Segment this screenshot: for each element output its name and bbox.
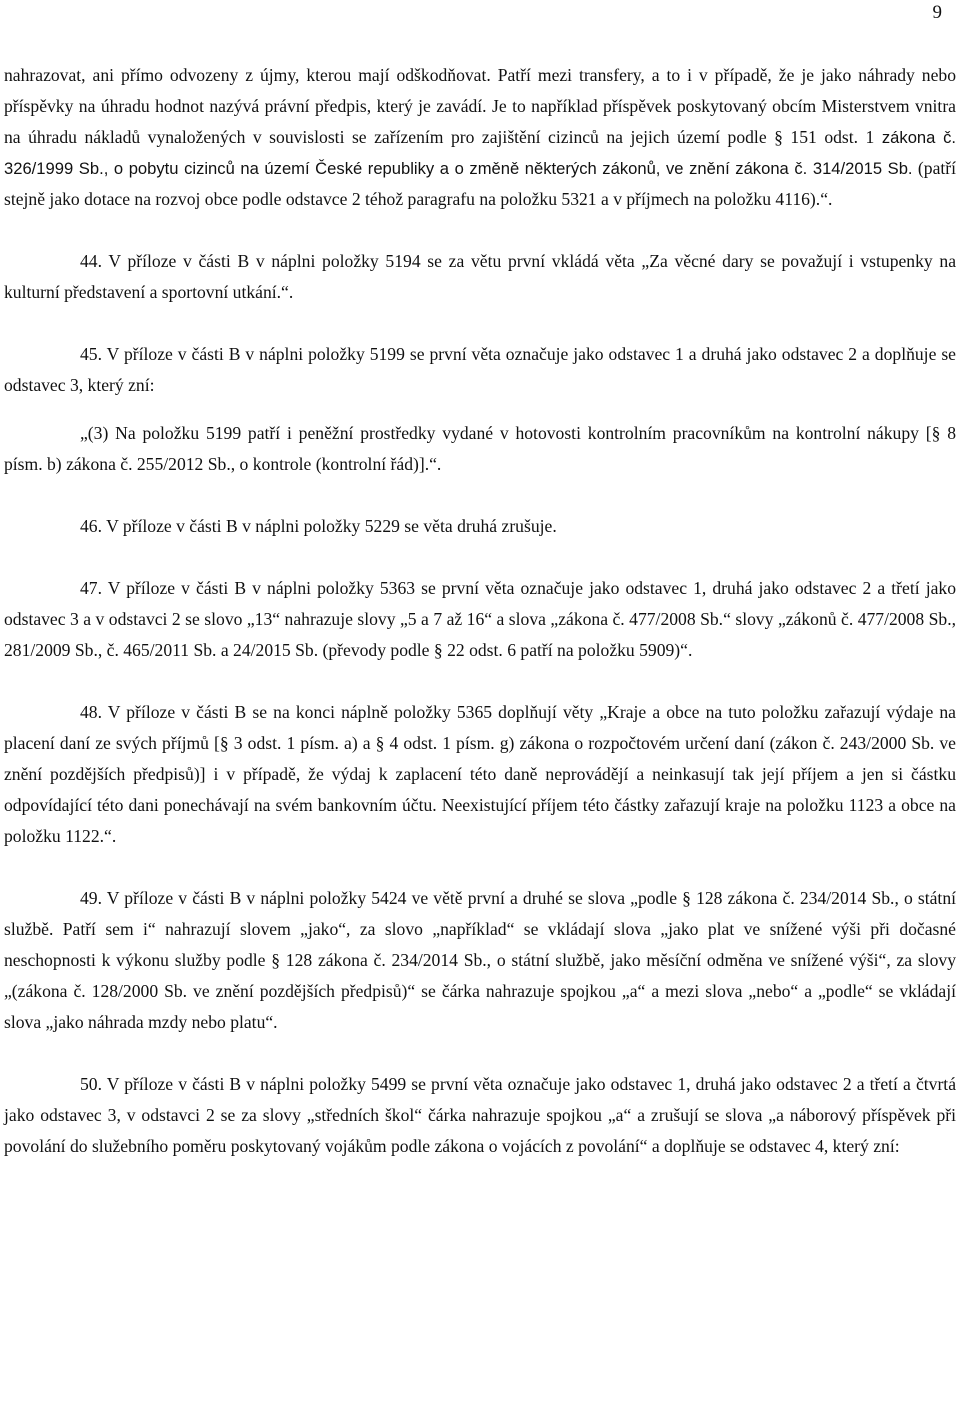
- text-segment: 50. V příloze v části B v náplni položky 5499 se první věta označuje jako odstavec 1, druhá jako odstavec 2 a třetí a čtvrtá jako odstavec 3, v odstavci 2 se za slovy „středních škol“ čárka nahrazuje spojkou „a“ a zrušují se slova „a náborový příspěvek při povolání do služebního poměru poskytovaný vojákům podle zákona o vojácích z povolání“ a doplňuje se odstavec 4, který zní:: [4, 1074, 956, 1156]
- paragraph-transfer-continuation: [4, 60, 956, 215]
- paragraph-point-47: [4, 573, 956, 666]
- text-segment-sans: zákona č. 326/1999 Sb., o pobytu cizinců na území České republiky a o změně některých zákonů, ve znění zákona č. 314/2015 Sb.: [4, 128, 957, 178]
- paragraph-point-50: [4, 1069, 956, 1162]
- text-segment: 44. V příloze v části B v náplni položky 5194 se za větu první vkládá věta „Za věcné dary se považují i vstupenky na kulturní představení a sportovní utkání.“.: [4, 251, 956, 302]
- paragraph-point-49: [4, 883, 956, 1038]
- document-body: [4, 60, 956, 1162]
- text-segment: 45. V příloze v části B v náplni položky 5199 se první věta označuje jako odstavec 1 a druhá jako odstavec 2 a doplňuje se odstavec 3, který zní:: [4, 344, 956, 395]
- text-segment: nahrazovat, ani přímo odvozeny z újmy, kterou mají odškodňovat. Patří mezi transfery, a to i v případě, že je jako náhrady nebo příspěvky na úhradu hodnot nazývá právní předpis, který je zavádí. Je to například příspěvek poskytovaný obcím Misterstvem vnitra na úhradu nákladů vynaložených v souvislosti se zařízením pro zajištění cizinců na jejich území podle § 151 odst. 1: [4, 65, 956, 147]
- text-segment: 46. V příloze v části B v náplni položky 5229 se věta druhá zrušuje.: [80, 516, 557, 536]
- text-segment: 47. V příloze v části B v náplni položky 5363 se první věta označuje jako odstavec 1, druhá jako odstavec 2 a třetí jako odstavec 3 a v odstavci 2 se slovo „13“ nahrazuje slovy „5 a 7 až 16“ a slova „zákona č. 477/2008 Sb.“ slovy „zákonů č. 477/2008 Sb., 281/2009 Sb., č. 465/2011 Sb. a 24/2015 Sb. (převody podle § 22 odst. 6 patří na položku 5909)“.: [4, 578, 956, 660]
- paragraph-point-48: [4, 697, 956, 852]
- text-segment: „(3) Na položku 5199 patří i peněžní prostředky vydané v hotovosti kontrolním pracovníkům na kontrolní nákupy [§ 8 písm. b) zákona č. 255/2012 Sb., o kontrole (kontrolní řád)].“.: [4, 423, 956, 474]
- paragraph-point-45: [4, 339, 956, 401]
- paragraph-point-46: [4, 511, 956, 542]
- paragraph-quoted-subsection-3: [4, 418, 956, 480]
- page-number: 9: [932, 2, 942, 23]
- text-segment: (patří stejně jako dotace na rozvoj obce podle odstavce 2 téhož paragrafu na položku 5321 a v příjmech na položku 4116).“.: [4, 158, 957, 209]
- paragraph-point-44: [4, 246, 956, 308]
- text-segment: 49. V příloze v části B v náplni položky 5424 ve větě první a druhé se slova „podle § 128 zákona č. 234/2014 Sb., o státní službě. Patří sem i“ nahrazují slovem „jako“, za slovo „například“ se vkládají slova „jako plat ve snížené výši při dočasné neschopnosti k výkonu služby podle § 128 zákona č. 234/2014 Sb., o státní službě, jako měsíční odměna ve snížené výši“, za slovy „(zákona č. 128/2000 Sb. ve znění pozdějších předpisů)“ se čárka nahrazuje spojkou „a“ a mezi slova „nebo“ a „podle“ se vkládají slova „jako náhrada mzdy nebo platu“.: [4, 888, 956, 1032]
- text-segment: 48. V příloze v části B se na konci náplně položky 5365 doplňují věty „Kraje a obce na tuto položku zařazují výdaje na placení daní ze svých příjmů [§ 3 odst. 1 písm. a) a § 4 odst. 1 písm. g) zákona o rozpočtovém určení daní (zákon č. 243/2000 Sb. ve znění pozdějších předpisů)] i v případě, že výdaj k zaplacení této daně neprovádějí a neinkasují tak její příjem a jen si částku odpovídající této dani ponechávají na svém bankovním účtu. Neexistující příjem této částky zařazují kraje na položku 1123 a obce na položku 1122.“.: [4, 702, 956, 846]
